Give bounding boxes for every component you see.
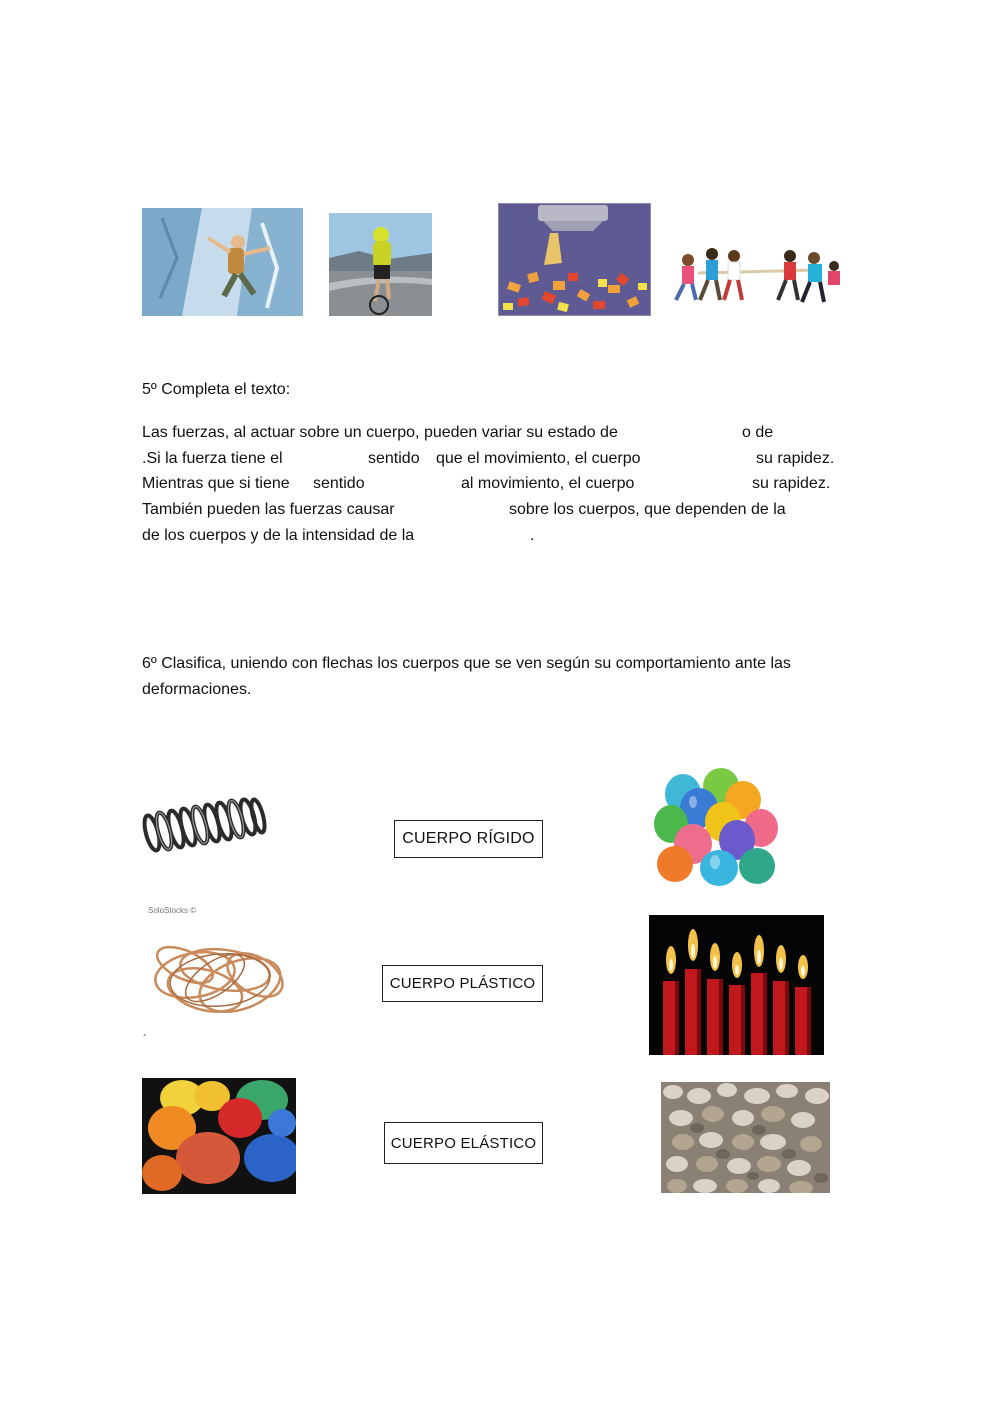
watermark: SoloStocks © bbox=[148, 906, 197, 915]
exercise5-heading: 5º Completa el texto: bbox=[142, 381, 291, 398]
tug-of-war-photo bbox=[668, 228, 846, 313]
exercise5-line4-a: También pueden las fuerzas causar bbox=[142, 501, 395, 518]
blank-field[interactable] bbox=[802, 500, 842, 520]
exercise5-line3-a: Mientras que si tiene bbox=[142, 475, 290, 492]
exercise5-line1-a: Las fuerzas, al actuar sobre un cuerpo, pueden variar su estado de bbox=[142, 424, 618, 441]
exercise6-heading-line1: 6º Clasifica, uniendo con flechas los cuerpos que se ven según su comportamiento ante las bbox=[142, 655, 791, 672]
rubber-bands-photo[interactable] bbox=[145, 930, 297, 1025]
balloons-photo[interactable] bbox=[653, 768, 781, 888]
confetti-photo bbox=[498, 203, 651, 316]
exercise5-line3-b: sentido bbox=[313, 475, 365, 492]
exercise5-line2-b: sentido bbox=[368, 450, 420, 467]
elastic-body-box[interactable]: CUERPO ELÁSTICO bbox=[384, 1122, 543, 1164]
blank-field[interactable] bbox=[292, 449, 364, 469]
exercise5-line4-b: sobre los cuerpos, que dependen de la bbox=[509, 501, 786, 518]
blank-field[interactable] bbox=[652, 474, 748, 494]
spring-photo[interactable] bbox=[142, 795, 267, 857]
candles-photo[interactable] bbox=[649, 915, 824, 1055]
exercise5-line5-b: . bbox=[530, 527, 535, 544]
exercise6-heading-line2: deformaciones. bbox=[142, 681, 252, 698]
exercise5-line2-d: su rapidez. bbox=[756, 450, 835, 467]
exercise5-line3-c: al movimiento, el cuerpo bbox=[461, 475, 635, 492]
cyclist-photo bbox=[329, 213, 432, 316]
plasticine-photo[interactable] bbox=[142, 1078, 296, 1194]
stray-mark: ´ bbox=[143, 1032, 147, 1046]
exercise5-line2-c: que el movimiento, el cuerpo bbox=[436, 450, 641, 467]
blank-field[interactable] bbox=[374, 474, 458, 494]
exercise5-line3-d: su rapidez. bbox=[752, 475, 831, 492]
exercise5-line2-a: .Si la fuerza tiene el bbox=[142, 450, 283, 467]
blank-field[interactable] bbox=[430, 526, 528, 546]
pebbles-photo[interactable] bbox=[661, 1082, 830, 1193]
blank-field[interactable] bbox=[408, 500, 506, 520]
exercise5-line1-b: o de bbox=[742, 424, 774, 441]
plastic-body-box[interactable]: CUERPO PLÁSTICO bbox=[382, 965, 543, 1002]
rigid-body-box[interactable]: CUERPO RÍGIDO bbox=[394, 820, 543, 858]
climber-photo bbox=[142, 208, 303, 316]
exercise5-line5-a: de los cuerpos y de la intensidad de la bbox=[142, 527, 415, 544]
blank-field[interactable] bbox=[640, 423, 738, 443]
blank-field[interactable] bbox=[660, 449, 752, 469]
